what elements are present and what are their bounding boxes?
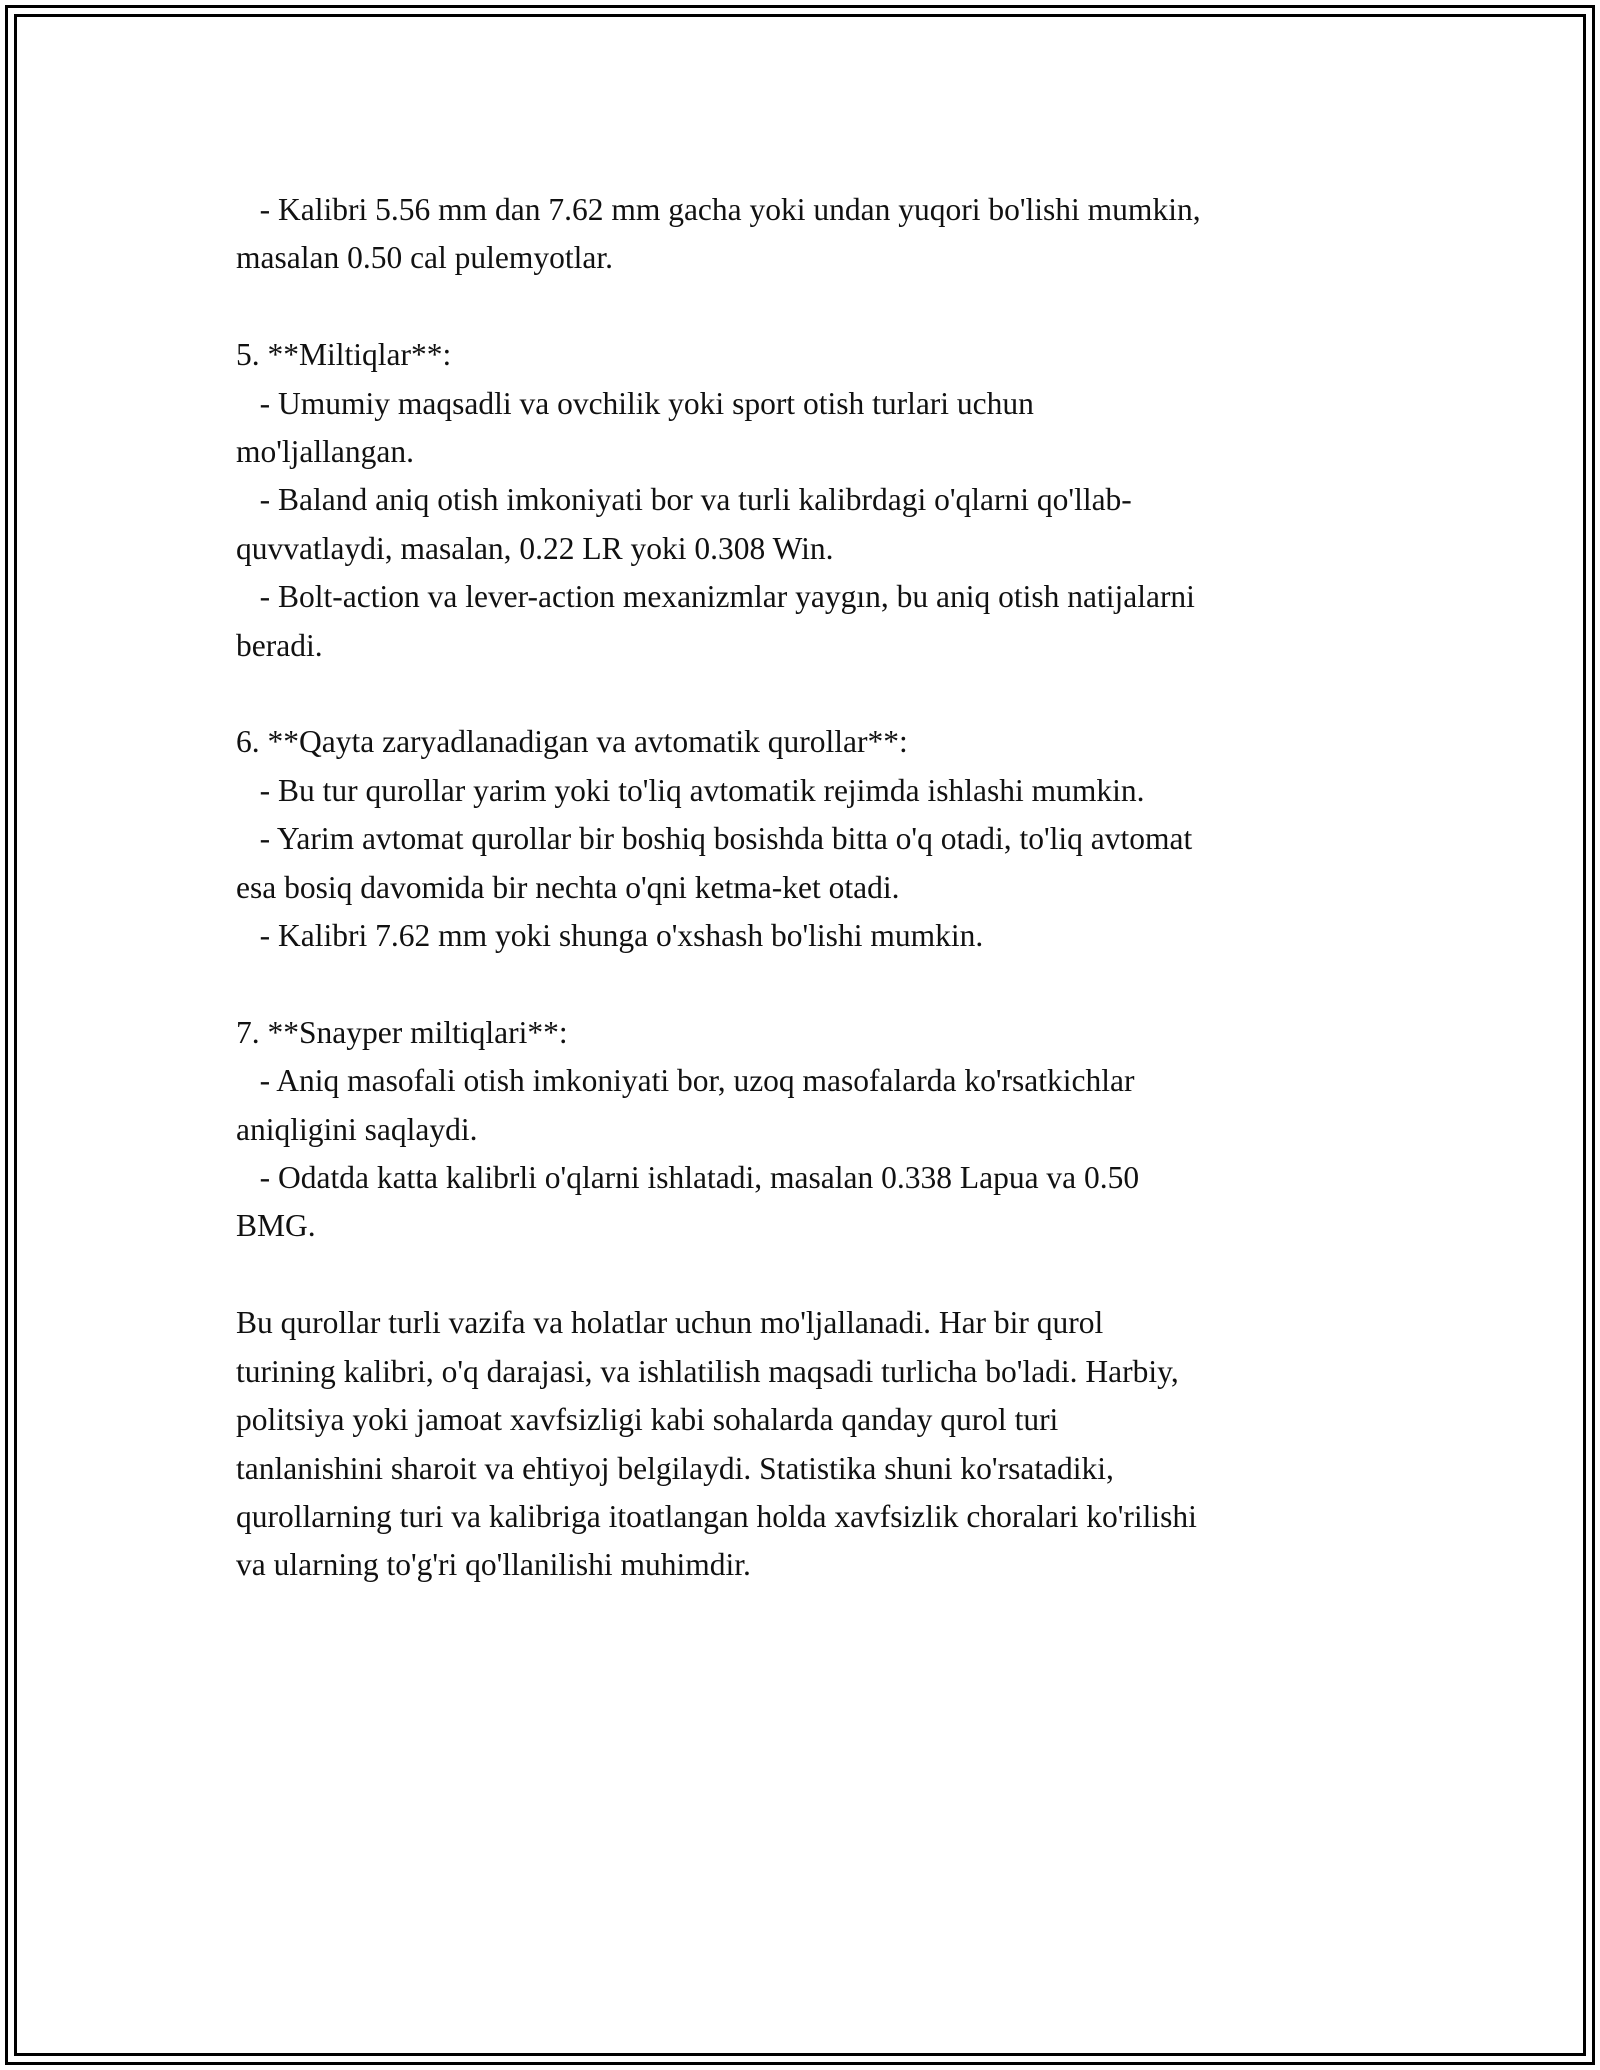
intro-line: masalan 0.50 cal pulemyotlar. — [236, 240, 614, 276]
paragraph-gap — [236, 960, 1376, 1008]
paragraph-gap — [236, 283, 1376, 331]
section-6-item: - Bu tur qurollar yarim yoki to'liq avtomatik rejimda ishlashi mumkin. — [259, 772, 1145, 808]
section-5-item: - Baland aniq otish imkoniyati bor va turli kalibrdagi o'qlarni qo'llab- — [259, 482, 1132, 518]
section-6-item: - Yarim avtomat qurollar bir boshiq bosishda bitta o'q otadi, to'liq avtomat — [259, 821, 1193, 857]
intro-line: - Kalibri 5.56 mm dan 7.62 mm gacha yoki undan yuqori bo'lishi mumkin, — [259, 192, 1201, 227]
section-7-item-continued: BMG. — [236, 1208, 316, 1244]
conclusion-line: va ularning to'g'ri qo'llanilishi muhimdir. — [236, 1547, 751, 1583]
conclusion-line: turining kalibri, o'q darajasi, va ishlatilish maqsadi turlicha bo'ladi. Harbiy, — [236, 1353, 1179, 1389]
section-5-item-continued: mo'ljallangan. — [236, 434, 415, 470]
section-5-item: - Bolt-action va lever-action mexanizmlar yaygın, bu aniq otish natijalarni — [259, 579, 1195, 615]
paragraph-gap — [236, 1251, 1376, 1299]
conclusion-line: politsiya yoki jamoat xavfsizligi kabi sohalarda qanday qurol turi — [236, 1402, 1059, 1438]
conclusion-line: tanlanishini sharoit va ehtiyoj belgilaydi. Statistika shuni ko'rsatadiki, — [236, 1450, 1114, 1486]
section-5-item-continued: beradi. — [236, 627, 323, 663]
section-5-item-continued: quvvatlaydi, masalan, 0.22 LR yoki 0.308 Win. — [236, 530, 834, 566]
conclusion-line: Bu qurollar turli vazifa va holatlar uchun mo'ljallanadi. Har bir qurol — [236, 1305, 1104, 1341]
conclusion-line: qurollarning turi va kalibriga itoatlangan holda xavfsizlik choralari ko'rilishi — [236, 1498, 1197, 1534]
section-7-item: - Odatda katta kalibrli o'qlarni ishlatadi, masalan 0.338 Lapua va 0.50 — [259, 1160, 1140, 1196]
section-7-heading: 7. **Snayper miltiqlari**: — [236, 1014, 568, 1050]
section-7-item-continued: aniqligini saqlaydi. — [236, 1111, 478, 1147]
paragraph-gap — [236, 670, 1376, 718]
section-5-heading: 5. **Miltiqlar**: — [236, 337, 452, 373]
section-6-item-continued: esa bosiq davomida bir nechta o'qni ketma-ket otadi. — [236, 869, 900, 905]
section-7-item: - Aniq masofali otish imkoniyati bor, uzoq masofalarda ko'rsatkichlar — [259, 1063, 1135, 1099]
section-6-item: - Kalibri 7.62 mm yoki shunga o'xshash bo'lishi mumkin. — [259, 918, 984, 954]
section-6-heading: 6. **Qayta zaryadlanadigan va avtomatik qurollar**: — [236, 724, 908, 760]
section-5-item: - Umumiy maqsadli va ovchilik yoki sport otish turlari uchun — [259, 385, 1034, 421]
document-body — [236, 186, 1376, 1590]
